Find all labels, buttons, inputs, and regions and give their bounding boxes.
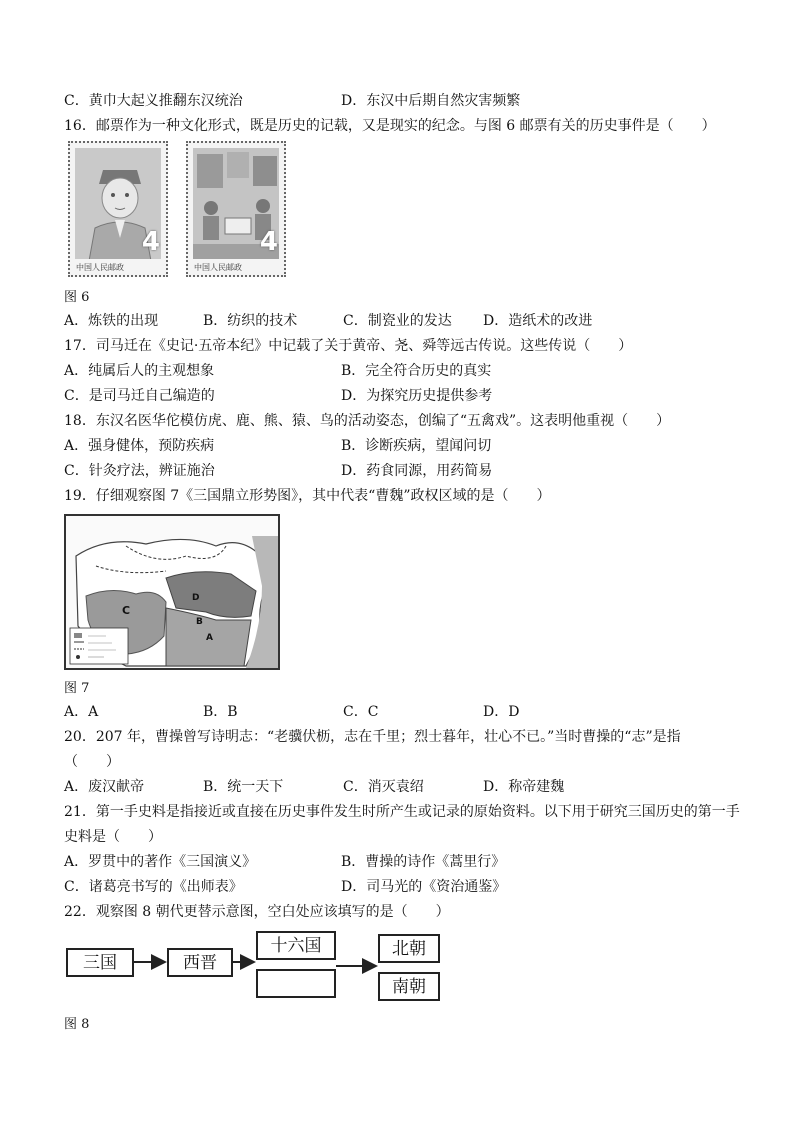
q19-option-c: C．C <box>343 704 379 720</box>
stamp-workshop-value: 4 <box>259 227 278 257</box>
q20-stem-line-2: （ ） <box>64 754 120 770</box>
q21-option-b: B．曹操的诗作《蒿里行》 <box>341 854 506 870</box>
q19-option-a: A．A <box>64 704 99 720</box>
q20-option-a: A．废汉献帝 <box>64 779 145 795</box>
q15-option-d: D．东汉中后期自然灾害频繁 <box>341 93 521 109</box>
figure-8-label: 图 8 <box>64 1017 90 1032</box>
q17-option-b: B．完全符合历史的真实 <box>341 363 492 379</box>
q18-stem: 18．东汉名医华佗模仿虎、鹿、熊、猿、鸟的活动姿态，创编了“五禽戏”。这表明他重视（ ） <box>64 413 671 429</box>
stamp-portrait-caption: 中国人民邮政 <box>76 263 124 272</box>
q21-option-a: A．罗贯中的著作《三国演义》 <box>64 854 257 870</box>
q21-option-c: C．诸葛亮书写的《出师表》 <box>64 879 243 895</box>
q18-option-c: C．针灸疗法，辨证施治 <box>64 463 215 479</box>
map-letter-c: C <box>122 604 131 617</box>
q20-option-d: D．称帝建魏 <box>483 779 565 795</box>
q17-option-d: D．为探究历史提供参考 <box>341 388 493 404</box>
stamp-portrait-value: 4 <box>141 227 160 257</box>
q16-option-c: C．制瓷业的发达 <box>343 313 452 329</box>
q16-stem: 16．邮票作为一种文化形式，既是历史的记载，又是现实的纪念。与图 6 邮票有关的历史事件是（ ） <box>64 118 716 134</box>
map-letter-b: B <box>196 617 203 627</box>
q17-stem: 17．司马迁在《史记·五帝本纪》中记载了关于黄帝、尧、舜等远古传说。这些传说（ ） <box>64 338 633 354</box>
q16-option-b: B．纺织的技术 <box>203 313 298 329</box>
q18-option-b: B．诊断疾病，望闻问切 <box>341 438 492 454</box>
figure-7-label: 图 7 <box>64 681 90 696</box>
q18-option-a: A．强身健体，预防疾病 <box>64 438 215 454</box>
q21-stem-line-1: 21．第一手史料是指接近或直接在历史事件发生时所产生或记录的原始资料。以下用于研究三国历史的第一手 <box>64 804 740 820</box>
map-letter-a: A <box>206 633 213 643</box>
box-southern-dynasties: 南朝 <box>378 972 440 1001</box>
q21-stem-line-2: 史料是（ ） <box>64 829 162 845</box>
q20-option-b: B．统一天下 <box>203 779 284 795</box>
q20-stem-line-1: 20．207 年，曹操曾写诗明志：“老骥伏枥，志在千里；烈士暮年，壮心不已。”当时曹操的“志”是指 <box>64 729 681 745</box>
map-letter-d: D <box>192 593 200 603</box>
box-sixteen-kingdoms: 十六国 <box>256 931 336 960</box>
q16-option-d: D．造纸术的改进 <box>483 313 593 329</box>
q17-option-a: A．纯属后人的主观想象 <box>64 363 215 379</box>
q19-option-d: D．D <box>483 704 520 720</box>
figure-6-label: 图 6 <box>64 290 90 305</box>
stamp-workshop-caption: 中国人民邮政 <box>194 263 242 272</box>
q17-option-c: C．是司马迁自己编造的 <box>64 388 215 404</box>
q22-stem: 22．观察图 8 朝代更替示意图，空白处应该填写的是（ ） <box>64 904 450 920</box>
q19-option-b: B．B <box>203 704 238 720</box>
box-western-jin: 西晋 <box>167 948 233 977</box>
q18-option-d: D．药食同源，用药简易 <box>341 463 493 479</box>
box-three-kingdoms: 三国 <box>66 948 134 977</box>
box-northern-dynasties: 北朝 <box>378 934 440 963</box>
q20-option-c: C．消灭袁绍 <box>343 779 424 795</box>
q16-option-a: A．炼铁的出现 <box>64 313 159 329</box>
q15-option-c: C．黄巾大起义推翻东汉统治 <box>64 93 243 109</box>
q21-option-d: D．司马光的《资治通鉴》 <box>341 879 507 895</box>
q19-stem: 19．仔细观察图 7《三国鼎立形势图》，其中代表“曹魏”政权区域的是（ ） <box>64 488 551 504</box>
